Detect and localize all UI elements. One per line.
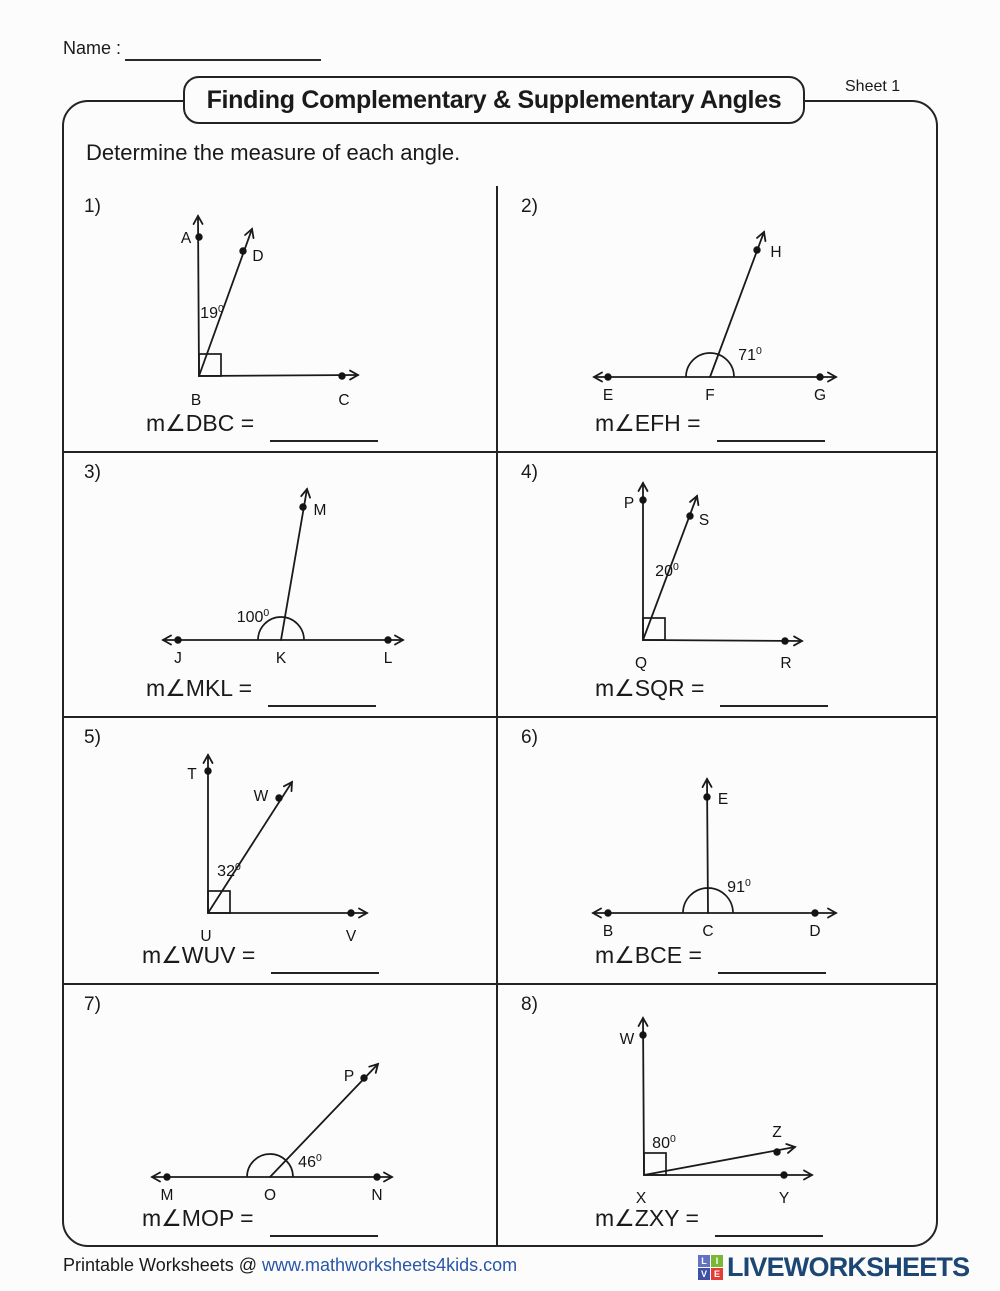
liveworksheets-logo-text: LIVEWORKSHEETS bbox=[727, 1252, 970, 1282]
svg-text:X: X bbox=[635, 1190, 647, 1207]
problem-6-answer-label: m∠BCE = bbox=[595, 942, 702, 968]
svg-text:P: P bbox=[343, 1068, 355, 1085]
svg-text:E: E bbox=[717, 791, 729, 808]
problem-3-answer-row bbox=[146, 675, 376, 702]
svg-text:A: A bbox=[180, 230, 192, 247]
svg-text:C: C bbox=[702, 923, 714, 940]
svg-text:W: W bbox=[619, 1031, 635, 1048]
problem-3-cell bbox=[62, 452, 497, 717]
problem-2-number: 2) bbox=[521, 196, 538, 217]
svg-text:H: H bbox=[770, 244, 782, 261]
problem-4-answer-blank[interactable] bbox=[720, 683, 828, 707]
sheet-number-label: Sheet 1 bbox=[845, 78, 901, 95]
name-label: Name : bbox=[63, 38, 122, 58]
problem-1-answer-blank[interactable] bbox=[270, 418, 378, 442]
problem-7-answer-blank[interactable] bbox=[270, 1213, 378, 1237]
problem-5-answer-row bbox=[142, 942, 379, 969]
problem-5-number: 5) bbox=[84, 727, 101, 748]
svg-text:T: T bbox=[187, 766, 197, 783]
problem-6-answer-row bbox=[595, 942, 826, 969]
svg-text:P: P bbox=[623, 495, 635, 512]
svg-text:800: $80^0$ bbox=[652, 1133, 676, 1152]
svg-text:Y: Y bbox=[778, 1190, 790, 1207]
svg-text:V: V bbox=[345, 928, 357, 945]
problem-8-answer-row bbox=[595, 1205, 823, 1232]
logo-tile-l: L bbox=[698, 1255, 710, 1267]
svg-text:R: R bbox=[780, 655, 792, 672]
problem-2-answer-label: m∠EFH = bbox=[595, 410, 701, 436]
svg-text:J: J bbox=[174, 650, 182, 667]
problem-2-cell bbox=[497, 186, 938, 452]
problem-7-number: 7) bbox=[84, 994, 101, 1015]
problem-6-answer-blank[interactable] bbox=[718, 950, 826, 974]
problem-6-cell bbox=[497, 717, 938, 984]
problem-7-cell bbox=[62, 984, 497, 1247]
svg-text:710: $71^0$ bbox=[738, 345, 762, 364]
title-box bbox=[183, 76, 805, 124]
svg-text:D: D bbox=[809, 923, 821, 940]
problem-1-answer-label: m∠DBC = bbox=[146, 410, 255, 436]
svg-text:F: F bbox=[705, 387, 715, 404]
svg-text:O: O bbox=[263, 1187, 277, 1204]
problem-3-answer-blank[interactable] bbox=[268, 683, 376, 707]
svg-text:W: W bbox=[253, 788, 269, 805]
problem-1-cell bbox=[62, 186, 497, 452]
svg-text:190: $19^0$ bbox=[200, 303, 224, 322]
problem-4-answer-row bbox=[595, 675, 828, 702]
svg-text:Z: Z bbox=[772, 1124, 782, 1141]
problem-2-answer-blank[interactable] bbox=[717, 418, 825, 442]
svg-text:C: C bbox=[338, 392, 350, 409]
logo-tile-i: I bbox=[711, 1255, 723, 1267]
name-blank-line[interactable] bbox=[125, 59, 321, 61]
problem-4-cell bbox=[497, 452, 938, 717]
problem-1-number: 1) bbox=[84, 196, 101, 217]
svg-text:1000: $100^0$ bbox=[236, 607, 270, 626]
svg-text:Q: Q bbox=[634, 655, 648, 672]
svg-text:B: B bbox=[190, 392, 202, 409]
problem-4-answer-label: m∠SQR = bbox=[595, 675, 705, 701]
problem-8-answer-blank[interactable] bbox=[715, 1213, 823, 1237]
page-title: Finding Complementary & Supplementary Angles bbox=[206, 85, 782, 114]
svg-text:M: M bbox=[313, 502, 327, 519]
liveworksheets-logo[interactable] bbox=[698, 1252, 969, 1283]
problem-8-number: 8) bbox=[521, 994, 538, 1015]
svg-text:G: G bbox=[813, 387, 827, 404]
footer-url-link[interactable]: www.mathworksheets4kids.com bbox=[262, 1255, 518, 1275]
problem-5-answer-label: m∠WUV = bbox=[142, 942, 256, 968]
svg-text:460: $46^0$ bbox=[298, 1152, 322, 1171]
problem-8-cell bbox=[497, 984, 938, 1247]
svg-text:D: D bbox=[252, 248, 264, 265]
problem-5-answer-blank[interactable] bbox=[271, 950, 379, 974]
logo-tile-v: V bbox=[698, 1268, 710, 1280]
problem-2-answer-row bbox=[595, 410, 825, 437]
problem-3-answer-label: m∠MKL = bbox=[146, 675, 253, 701]
svg-text:M: M bbox=[160, 1187, 174, 1204]
problem-5-cell bbox=[62, 717, 497, 984]
problem-3-number: 3) bbox=[84, 462, 101, 483]
svg-text:U: U bbox=[200, 928, 212, 945]
svg-text:L: L bbox=[383, 650, 393, 667]
logo-tile-e: E bbox=[711, 1268, 723, 1280]
svg-text:910: $91^0$ bbox=[727, 877, 751, 896]
svg-text:S: S bbox=[698, 512, 710, 529]
problem-8-answer-label: m∠ZXY = bbox=[595, 1205, 699, 1231]
instruction-text: Determine the measure of each angle. bbox=[86, 140, 461, 165]
svg-text:E: E bbox=[602, 387, 614, 404]
svg-text:320: $32^0$ bbox=[217, 861, 241, 880]
problem-4-number: 4) bbox=[521, 462, 538, 483]
svg-text:K: K bbox=[275, 650, 287, 667]
liveworksheets-logo-icon bbox=[698, 1255, 723, 1280]
problem-7-answer-row bbox=[142, 1205, 378, 1232]
problem-1-answer-row bbox=[146, 410, 378, 437]
svg-text:N: N bbox=[371, 1187, 383, 1204]
footer-credit-prefix: Printable Worksheets @ bbox=[63, 1255, 263, 1275]
problem-7-answer-label: m∠MOP = bbox=[142, 1205, 254, 1231]
footer-credit bbox=[63, 1255, 517, 1276]
svg-text:200: $20^0$ bbox=[655, 561, 679, 580]
problem-6-number: 6) bbox=[521, 727, 538, 748]
svg-text:B: B bbox=[602, 923, 614, 940]
